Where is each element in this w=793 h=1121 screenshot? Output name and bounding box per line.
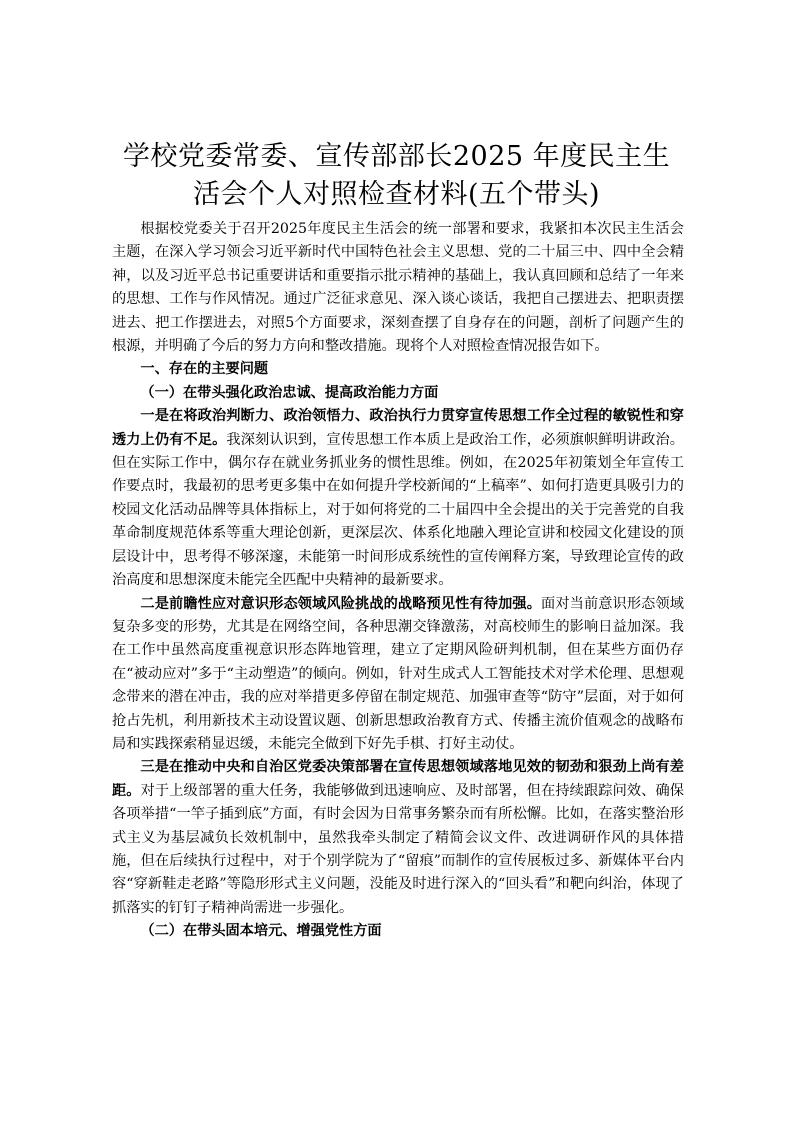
document-body bbox=[112, 218, 684, 944]
section-heading-1: 一、存在的主要问题 bbox=[140, 361, 269, 378]
point-2-lead: 二是前瞻性应对意识形态领域风险挑战的战略预见性有待加强。 bbox=[140, 595, 542, 612]
title-line-1: 学校党委常委、宣传部部长2025 年度民主生 bbox=[122, 141, 671, 172]
point-3-paragraph bbox=[112, 756, 684, 920]
subsection-heading-1: （一）在带头强化政治忠诚、提高政治能力方面 bbox=[140, 384, 439, 401]
point-2-paragraph bbox=[112, 593, 684, 757]
point-1-body: 我深刻认识到，宣传思想工作本质上是政治工作，必须旗帜鲜明讲政治。但在实际工作中，偶尔存在就业务抓业务的惯性思维。例如，在2025年初策划全年宣传工作要点时，我最初的思考更多集中在如何提升学校新闻的“上稿率”、如何打造更具吸引力的校园文化活动品牌等具体指标上，对于如何将党的二十届四中全会提出的关于完善党的自我革命制度规范体系等重大理论创新，更深层次、体系化地融入理论宣讲和校园文化建设的顶层设计中，思考得不够深邃，未能第一时间形成系统性的宣传阐释方案，导致理论宣传的政治高度和思想深度未能完全匹配中央精神的最新要求。 bbox=[112, 431, 684, 589]
point-3-lead: 三是在推动中央和自治区党委决策部署在宣传思想领域落地见效的韧劲和狠劲上尚有差距。 bbox=[112, 759, 684, 799]
subsection-heading-2: （二）在带头固本培元、增强党性方面 bbox=[140, 923, 382, 940]
point-2-body: 面对当前意识形态领域复杂多变的形势，尤其是在网络空间，各种思潮交锋激荡，对高校师生的影响日益加深。我在工作中虽然高度重视意识形态阵地管理，建立了定期风险研判机制，但在某些方面仍存在“被动应对”多于“主动塑造”的倾向。例如，针对生成式人工智能技术对学术伦理、思想观念带来的潜在冲击，我的应对举措更多停留在制定规范、加强审查等“防守”层面，对于如何抢占先机，利用新技术主动设置议题、创新思想政治教育方式、传播主流价值观念的战略布局和实践探索稍显迟缓，未能完全做到下好先手棋、打好主动仗。 bbox=[112, 595, 684, 752]
point-3-body: 对于上级部署的重大任务，我能够做到迅速响应、及时部署，但在持续跟踪问效、确保各项举措“一竿子插到底”方面，有时会因为日常事务繁杂而有所松懈。比如，在落实整治形式主义为基层减负长效机制中，虽然我牵头制定了精简会议文件、改进调研作风的具体措施，但在后续执行过程中，对于个别学院为了“留痕”而制作的宣传展板过多、新媒体平台内容“穿新鞋走老路”等隐形形式主义问题，没能及时进行深入的“回头看”和靶向纠治，体现了抓落实的钉钉子精神尚需进一步强化。 bbox=[112, 782, 684, 916]
point-1-lead: 一是在将政治判断力、政治领悟力、政治执行力贯穿宣传思想工作全过程的敏锐性和穿透力上仍有不足。 bbox=[112, 408, 684, 448]
title-line-2: 活会个人对照检查材料(五个带头) bbox=[192, 179, 601, 210]
document-title bbox=[96, 138, 697, 214]
intro-paragraph: 根据校党委关于召开2025年度民主生活会的统一部署和要求，我紧扣本次民主生活会主题，在深入学习领会习近平新时代中国特色社会主义思想、党的二十届三中、四中全会精神，以及习近平总书记重要讲话和重要指示批示精神的基础上，我认真回顾和总结了一年来的思想、工作与作风情况。通过广泛征求意见、深入谈心谈话，我把自己摆进去、把职责摆进去、把工作摆进去，对照5个方面要求，深刻查摆了自身存在的问题，剖析了问题产生的根源，并明确了今后的努力方向和整改措施。现将个人对照检查情况报告如下。 bbox=[112, 221, 684, 355]
point-1-paragraph bbox=[112, 405, 684, 592]
